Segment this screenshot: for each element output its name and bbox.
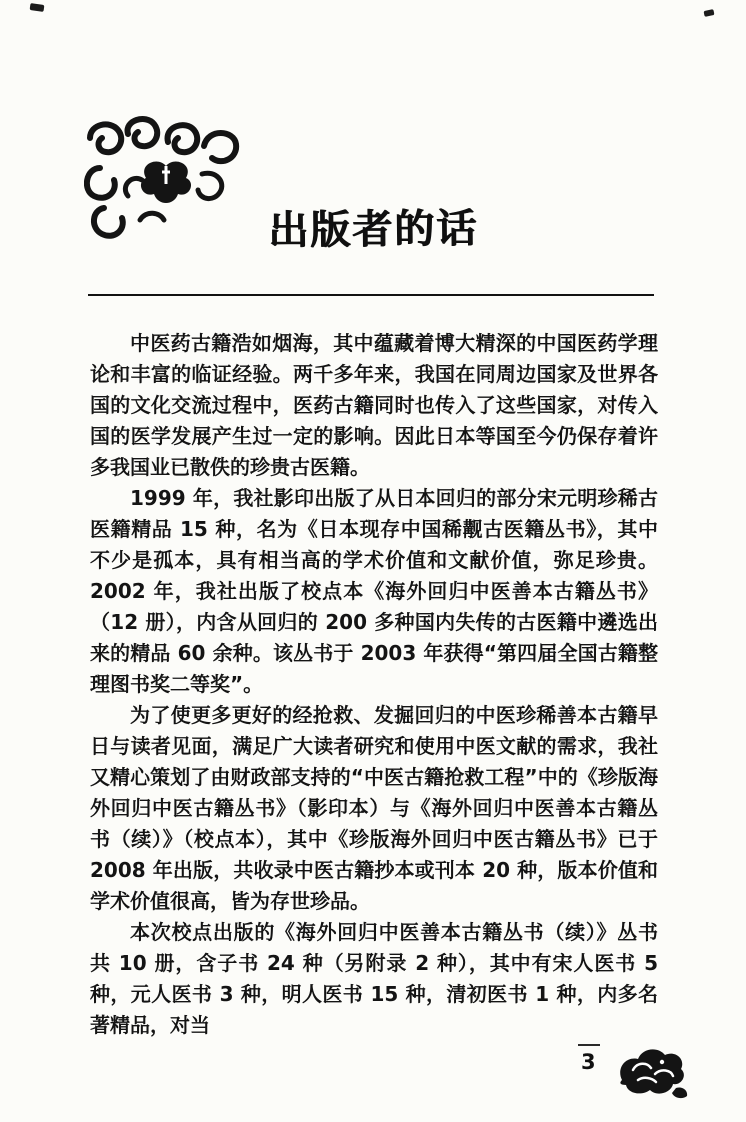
scan-artifact — [30, 3, 45, 12]
footer-stamp-ornament-icon — [612, 1038, 692, 1102]
paragraph: 中医药古籍浩如烟海，其中蕴藏着博大精深的中国医药学理论和丰富的临证经验。两千多年来，我国在同周边国家及世界各国的文化交流过程中，医药古籍同时也传入了这些国家，对传入国的医学发展产生过一定的影响。因此日本等国至今仍保存着许多我国业已散佚的珍贵古医籍。 — [90, 331, 658, 479]
paragraph: 本次校点出版的《海外回归中医善本古籍丛书（续）》丛书共 10 册，含子书 24 种（另附录 2 种），其中有宋人医书 5 种，元人医书 3 种，明人医书 15 种，清初医书 1 种，内多名著精品，对当 — [90, 920, 658, 1037]
paragraph: 1999 年，我社影印出版了从日本回归的部分宋元明珍稀古医籍精品 15 种，名为《日本现存中国稀觏古医籍丛书》，其中不少是孤本，具有相当高的学术价值和文献价值，弥足珍贵。2002 年，我社出版了校点本《海外回归中医善本古籍丛书》（12 册），内含从回归的 200 多种国内失传的古医籍中遴选出来的精品 60 余种。该丛书于 2003 年获得“第四届全国古籍整理图书奖二等奖”。 — [90, 486, 658, 696]
page-number-rule — [578, 1044, 600, 1046]
page-title: 出版者的话 — [267, 204, 479, 255]
paragraph: 为了使更多更好的经抢救、发掘回归的中医珍稀善本古籍早日与读者见面，满足广大读者研究和使用中医文献的需求，我社又精心策划了由财政部支持的“中医古籍抢救工程”中的《珍版海外回归中医古籍丛书》（影印本）与《海外回归中医善本古籍丛书（续）》（校点本），其中《珍版海外回归中医古籍丛书》已于 2008 年出版，共收录中医古籍抄本或刊本 20 种，版本价值和学术价值很高，皆为存世珍品。 — [90, 703, 658, 913]
page-number: 3 — [581, 1050, 596, 1074]
floral-corner-ornament-icon — [84, 116, 250, 242]
title-divider — [88, 294, 654, 296]
body-text — [90, 328, 658, 1041]
scan-artifact — [703, 9, 714, 17]
